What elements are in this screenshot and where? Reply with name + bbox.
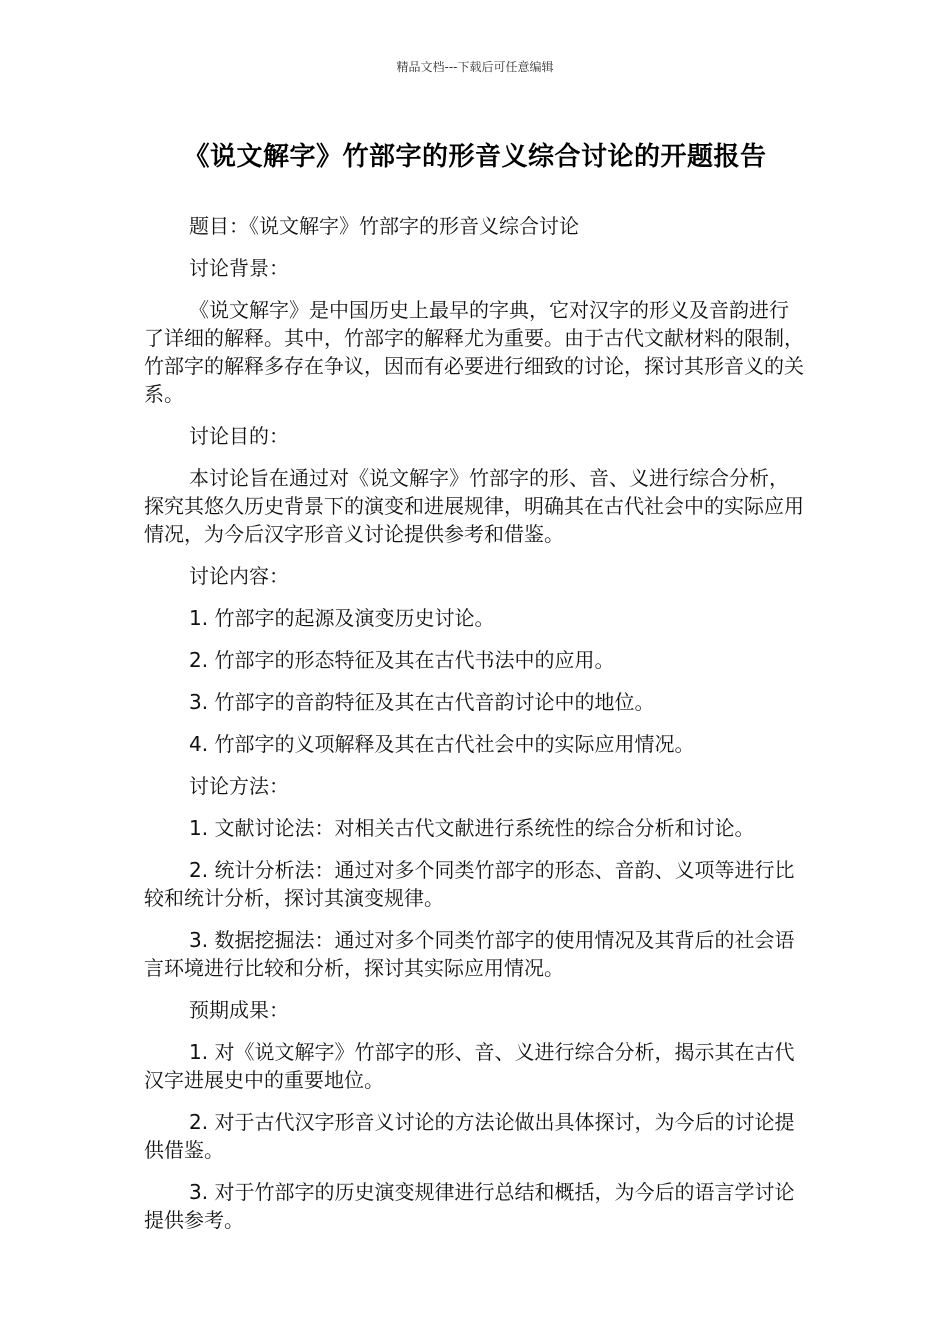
section-heading-content: 讨论内容： bbox=[189, 564, 289, 588]
document-body bbox=[144, 212, 804, 1248]
content-item: 4. 竹部字的义项解释及其在古代社会中的实际应用情况。 bbox=[189, 732, 695, 756]
content-item: 2. 竹部字的形态特征及其在古代书法中的应用。 bbox=[189, 648, 615, 672]
document-title: 《说文解字》竹部字的形音义综合讨论的开题报告 bbox=[183, 142, 767, 172]
outcome-item: 2. 对于古代汉字形音义讨论的方法论做出具体探讨，为今后的讨论提供借鉴。 bbox=[144, 1110, 795, 1162]
content-item: 1. 竹部字的起源及演变历史讨论。 bbox=[189, 606, 495, 630]
section-heading-methods: 讨论方法： bbox=[189, 774, 289, 798]
background-paragraph: 《说文解字》是中国历史上最早的字典，它对汉字的形义及音韵进行了详细的解释。其中，竹部字的解释尤为重要。由于古代文献材料的限制，竹部字的解释多存在争议，因而有必要进行细致的讨论，探讨其形音义的关系。 bbox=[144, 298, 804, 406]
section-heading-background: 讨论背景： bbox=[189, 256, 289, 280]
outcome-item: 1. 对《说文解字》竹部字的形、音、义进行综合分析，揭示其在古代汉字进展史中的重要地位。 bbox=[144, 1040, 795, 1092]
topic-line: 题目：《说文解字》竹部字的形音义综合讨论 bbox=[189, 214, 579, 238]
purpose-paragraph: 本讨论旨在通过对《说文解字》竹部字的形、音、义进行综合分析，探究其悠久历史背景下的演变和进展规律，明确其在古代社会中的实际应用情况，为今后汉字形音义讨论提供参考和借鉴。 bbox=[144, 466, 804, 546]
method-item: 2. 统计分析法：通过对多个同类竹部字的形态、音韵、义项等进行比较和统计分析，探讨其演变规律。 bbox=[144, 858, 795, 910]
method-item: 3. 数据挖掘法：通过对多个同类竹部字的使用情况及其背后的社会语言环境进行比较和分析，探讨其实际应用情况。 bbox=[144, 928, 795, 980]
content-item: 3. 竹部字的音韵特征及其在古代音韵讨论中的地位。 bbox=[189, 690, 655, 714]
section-heading-purpose: 讨论目的： bbox=[189, 424, 289, 448]
section-heading-outcomes: 预期成果： bbox=[189, 998, 289, 1022]
method-item: 1. 文献讨论法：对相关古代文献进行系统性的综合分析和讨论。 bbox=[189, 816, 755, 840]
page-header: 精品文档---下载后可任意编辑 bbox=[396, 60, 554, 74]
outcome-item: 3. 对于竹部字的历史演变规律进行总结和概括，为今后的语言学讨论提供参考。 bbox=[144, 1180, 795, 1232]
